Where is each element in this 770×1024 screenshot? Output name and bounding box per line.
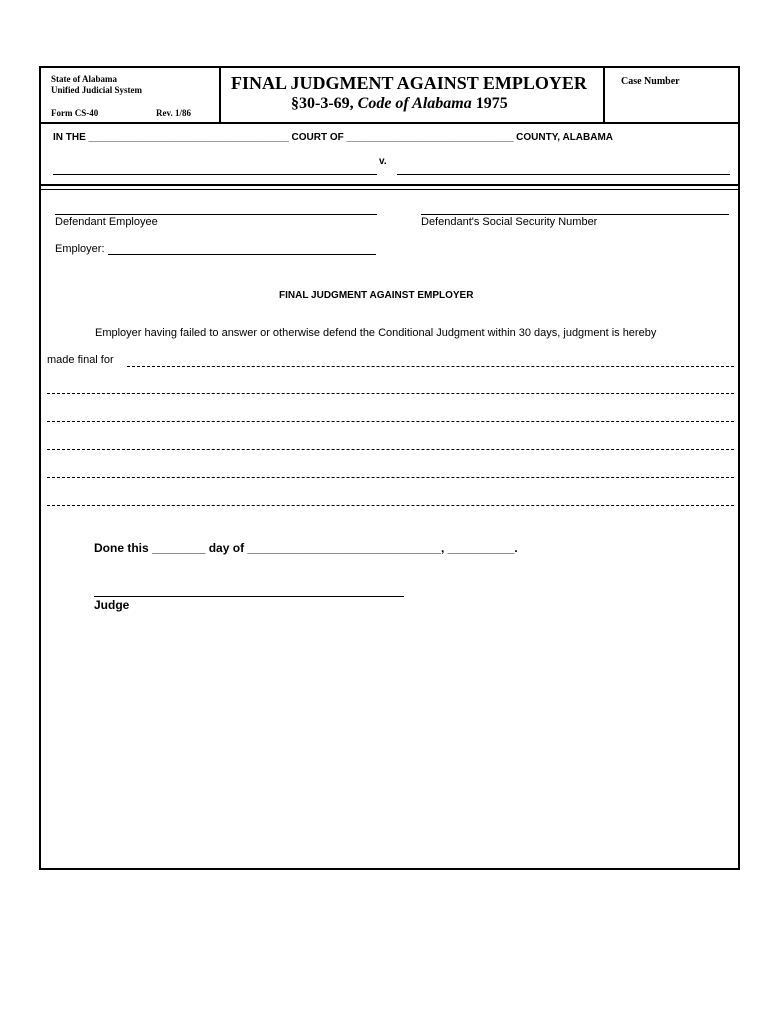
- employer-field[interactable]: [108, 254, 376, 255]
- court-line: IN THE ____________________________________ COURT OF ______________________________ COUNTY, ALABAMA: [53, 132, 614, 143]
- statute-section: §30-3-69,: [291, 95, 358, 112]
- ssn-field[interactable]: [421, 214, 729, 215]
- form-revision: Rev. 1/86: [156, 108, 191, 118]
- form-header: [41, 68, 738, 124]
- state-label: State of Alabama: [51, 74, 117, 84]
- statute-year: 1975: [471, 95, 508, 112]
- caption-divider-thin: [41, 189, 738, 190]
- done-this-line: Done this ________ day of _____________________________, __________.: [94, 541, 518, 555]
- judgment-line[interactable]: [47, 393, 734, 394]
- system-label: Unified Judicial System: [51, 85, 143, 95]
- judgment-line[interactable]: [47, 477, 734, 478]
- form-title: FINAL JUDGMENT AGAINST EMPLOYER: [231, 73, 587, 93]
- judgment-line[interactable]: [47, 505, 734, 506]
- body-heading: FINAL JUDGMENT AGAINST EMPLOYER: [279, 290, 474, 301]
- form-id-box: [41, 68, 221, 122]
- form-cs40: [39, 66, 740, 870]
- body-paragraph: Employer having failed to answer or otherwise defend the Conditional Judgment within 30 days, judgment is hereby: [95, 327, 657, 339]
- statute-code: Code of Alabama: [357, 95, 472, 112]
- versus-label: v.: [379, 156, 387, 167]
- judgment-line[interactable]: [47, 449, 734, 450]
- ssn-label: Defendant's Social Security Number: [421, 216, 598, 228]
- employer-label: Employer:: [55, 243, 105, 255]
- judge-signature-field[interactable]: [94, 596, 404, 597]
- caption-divider: [41, 184, 738, 186]
- case-number-box[interactable]: [603, 68, 742, 122]
- case-number-label: Case Number: [621, 76, 680, 87]
- defendant-field[interactable]: [397, 174, 730, 175]
- made-final-for-field[interactable]: [127, 366, 734, 367]
- judgment-line[interactable]: [47, 421, 734, 422]
- defendant-employee-label: Defendant Employee: [55, 216, 158, 228]
- judge-label: Judge: [94, 598, 130, 612]
- plaintiff-field[interactable]: [53, 174, 377, 175]
- defendant-employee-field[interactable]: [55, 214, 377, 215]
- form-statute: [291, 95, 508, 113]
- form-number: Form CS-40: [51, 108, 99, 118]
- made-final-for-label: made final for: [47, 354, 114, 366]
